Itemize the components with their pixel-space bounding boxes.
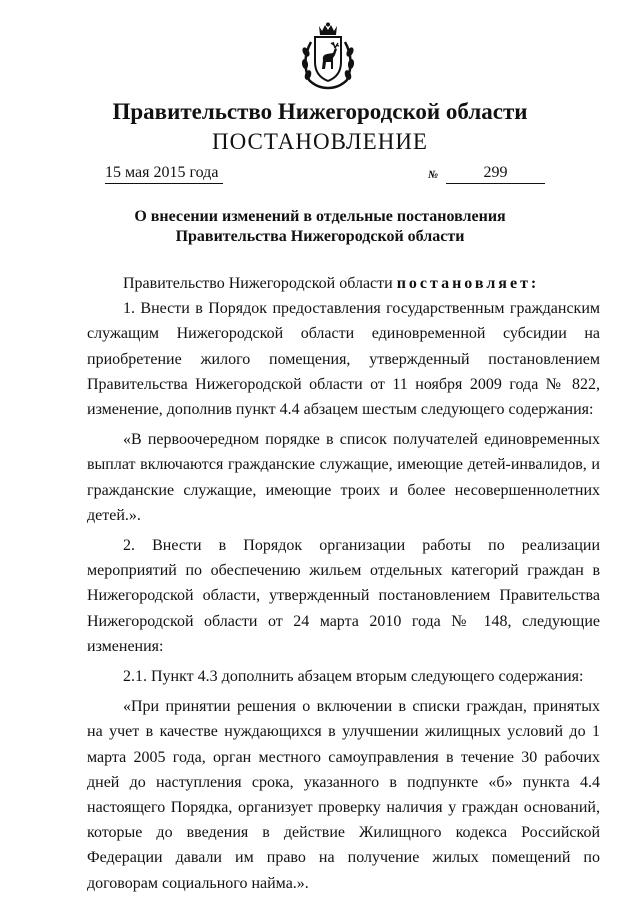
- subject-line-1: О внесении изменений в отдельные постановления: [134, 208, 506, 225]
- paragraph-2-1: 2.1. Пункт 4.3 дополнить абзацем вторым следующего содержания:: [123, 668, 584, 686]
- number-label: №: [428, 169, 439, 181]
- document-number: 299: [446, 163, 545, 184]
- paragraph-2: 2. Внести в Порядок организации работы по реализации мероприятий по обеспечению жильем отдельных категорий граждан в Нижегородской области, утвержденный постановлением Правительства Нижегородской области от 24 марта 2010 года № 148, следующие изменения:: [87, 537, 600, 655]
- document-date: 15 мая 2015 года: [105, 163, 223, 184]
- document-subject: [0, 207, 640, 247]
- document-body: [87, 271, 600, 896]
- preamble-emphasis: постановляет:: [396, 275, 540, 292]
- preamble: [87, 271, 600, 296]
- paragraph-2-1-quote: «При принятии решения о включении в списки граждан, принятых на учет в качестве нуждающихся в улучшении жилищных условий до 1 марта 2005 года, орган местного самоуправления в течение 30 рабочих дней до наступления срока, указанного в подпункте «б» пункта 4.4 настоящего Порядка, организует проверку наличия у граждан оснований, которые до введения в действие Жилищного кодекса Российской Федерации давали им право на получение жилых помещений по договорам социального найма.».: [87, 698, 600, 892]
- subject-line-2: Правительства Нижегородской области: [175, 228, 465, 245]
- coat-of-arms-icon: [297, 22, 359, 90]
- preamble-text: Правительство Нижегородской области: [123, 275, 397, 292]
- organization-title: Правительство Нижегородской области: [112, 99, 528, 124]
- document-type: ПОСТАНОВЛЕНИЕ: [212, 129, 428, 154]
- paragraph-1-quote: «В первоочередном порядке в список получателей единовременных выплат включаются гражданские служащие, имеющие детей-инвалидов, и гражданские служащие, имеющие троих и более несовершеннолетних детей.».: [87, 431, 600, 524]
- paragraph-1: 1. Внести в Порядок предоставления государственным гражданским служащим Нижегородской области единовременной субсидии на приобретение жилого помещения, утвержденный постановлением Правительства Нижегородской области от 11 ноября 2009 года № 822, изменение, дополнив пункт 4.4 абзацем шестым следующего содержания:: [87, 300, 600, 419]
